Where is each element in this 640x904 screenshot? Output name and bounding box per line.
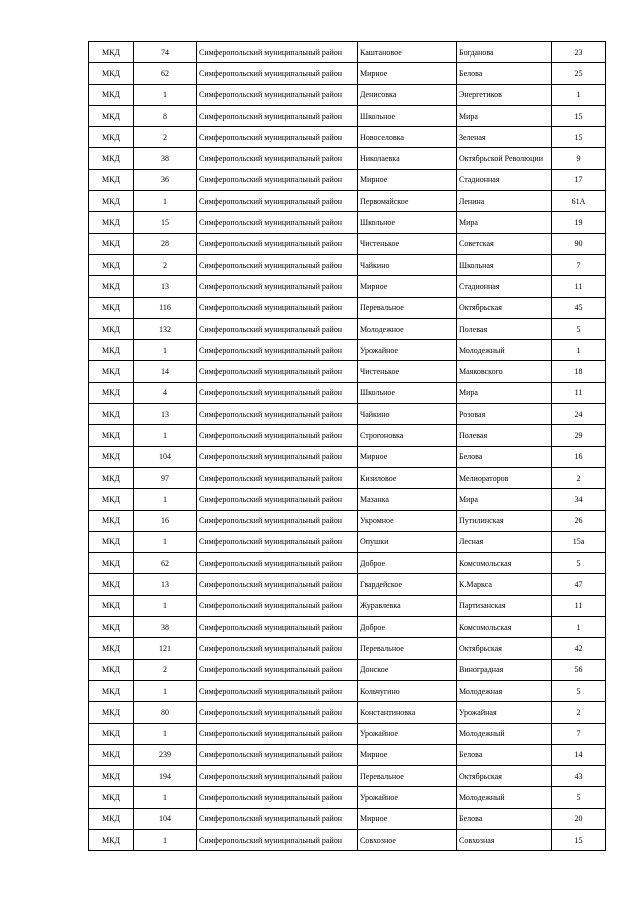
table-row (89, 127, 606, 148)
building-type-cell: МКД (89, 617, 134, 638)
house-number-cell: 1 (552, 340, 606, 361)
locality-cell: Урожайное (358, 723, 457, 744)
building-type-cell: МКД (89, 829, 134, 850)
house-number-cell: 19 (552, 212, 606, 233)
number-cell: 36 (134, 169, 197, 190)
number-cell: 38 (134, 617, 197, 638)
number-cell: 62 (134, 63, 197, 84)
locality-cell: Школьное (358, 212, 457, 233)
house-number-cell: 11 (552, 595, 606, 616)
district-cell: Симферопольский муниципальный район (197, 723, 358, 744)
locality-cell: Урожайное (358, 787, 457, 808)
house-number-cell: 90 (552, 233, 606, 254)
number-cell: 116 (134, 297, 197, 318)
building-type-cell: МКД (89, 702, 134, 723)
house-number-cell: 29 (552, 425, 606, 446)
house-number-cell: 2 (552, 702, 606, 723)
number-cell: 1 (134, 829, 197, 850)
house-number-cell: 5 (552, 787, 606, 808)
locality-cell: Константиновка (358, 702, 457, 723)
district-cell: Симферопольский муниципальный район (197, 595, 358, 616)
building-type-cell: МКД (89, 318, 134, 339)
street-cell: К.Маркса (457, 574, 552, 595)
number-cell: 121 (134, 638, 197, 659)
district-cell: Симферопольский муниципальный район (197, 254, 358, 275)
house-number-cell: 61А (552, 191, 606, 212)
house-number-cell: 23 (552, 42, 606, 63)
table-row (89, 489, 606, 510)
number-cell: 1 (134, 595, 197, 616)
locality-cell: Каштановое (358, 42, 457, 63)
street-cell: Молодежный (457, 787, 552, 808)
street-cell: Советская (457, 233, 552, 254)
table-row (89, 382, 606, 403)
street-cell: Школьная (457, 254, 552, 275)
district-cell: Симферопольский муниципальный район (197, 574, 358, 595)
table-row (89, 276, 606, 297)
street-cell: Молодежная (457, 680, 552, 701)
number-cell: 1 (134, 723, 197, 744)
number-cell: 1 (134, 340, 197, 361)
building-type-cell: МКД (89, 84, 134, 105)
locality-cell: Донское (358, 659, 457, 680)
locality-cell: Строгоновка (358, 425, 457, 446)
house-number-cell: 26 (552, 510, 606, 531)
building-type-cell: МКД (89, 105, 134, 126)
street-cell: Октябрьская (457, 638, 552, 659)
locality-cell: Мирное (358, 446, 457, 467)
table-row (89, 680, 606, 701)
number-cell: 4 (134, 382, 197, 403)
district-cell: Симферопольский муниципальный район (197, 382, 358, 403)
table-row (89, 425, 606, 446)
table-row (89, 212, 606, 233)
street-cell: Мира (457, 212, 552, 233)
building-type-cell: МКД (89, 191, 134, 212)
district-cell: Симферопольский муниципальный район (197, 510, 358, 531)
locality-cell: Николаевка (358, 148, 457, 169)
street-cell: Полевая (457, 318, 552, 339)
locality-cell: Кольчугино (358, 680, 457, 701)
number-cell: 1 (134, 191, 197, 212)
house-number-cell: 9 (552, 148, 606, 169)
building-type-cell: МКД (89, 680, 134, 701)
locality-cell: Кизиловое (358, 467, 457, 488)
table-row (89, 105, 606, 126)
number-cell: 28 (134, 233, 197, 254)
house-number-cell: 14 (552, 744, 606, 765)
locality-cell: Чистенькое (358, 361, 457, 382)
locality-cell: Первомайское (358, 191, 457, 212)
locality-cell: Мирное (358, 808, 457, 829)
locality-cell: Мирное (358, 63, 457, 84)
district-cell: Симферопольский муниципальный район (197, 680, 358, 701)
table-row (89, 829, 606, 850)
number-cell: 80 (134, 702, 197, 723)
locality-cell: Журавлевка (358, 595, 457, 616)
district-cell: Симферопольский муниципальный район (197, 84, 358, 105)
table-row (89, 467, 606, 488)
table-row (89, 297, 606, 318)
district-cell: Симферопольский муниципальный район (197, 191, 358, 212)
district-cell: Симферопольский муниципальный район (197, 617, 358, 638)
locality-cell: Мирное (358, 169, 457, 190)
house-number-cell: 5 (552, 553, 606, 574)
street-cell: Белова (457, 808, 552, 829)
building-type-cell: МКД (89, 574, 134, 595)
street-cell: Полевая (457, 425, 552, 446)
building-type-cell: МКД (89, 169, 134, 190)
street-cell: Путилинская (457, 510, 552, 531)
district-cell: Симферопольский муниципальный район (197, 340, 358, 361)
locality-cell: Мирное (358, 744, 457, 765)
locality-cell: Перевальное (358, 297, 457, 318)
locality-cell: Школьное (358, 105, 457, 126)
table-row (89, 191, 606, 212)
table-row (89, 702, 606, 723)
table-row (89, 808, 606, 829)
table-row (89, 169, 606, 190)
number-cell: 1 (134, 787, 197, 808)
locality-cell: Перевальное (358, 638, 457, 659)
street-cell: Октябрьская (457, 766, 552, 787)
district-cell: Симферопольский муниципальный район (197, 531, 358, 552)
number-cell: 1 (134, 84, 197, 105)
number-cell: 2 (134, 659, 197, 680)
housing-registry-table (88, 41, 606, 851)
table-row (89, 404, 606, 425)
table-row (89, 84, 606, 105)
table-row (89, 659, 606, 680)
number-cell: 13 (134, 574, 197, 595)
number-cell: 16 (134, 510, 197, 531)
street-cell: Стадионная (457, 169, 552, 190)
number-cell: 14 (134, 361, 197, 382)
table-row (89, 42, 606, 63)
street-cell: Розовая (457, 404, 552, 425)
district-cell: Симферопольский муниципальный район (197, 42, 358, 63)
building-type-cell: МКД (89, 744, 134, 765)
district-cell: Симферопольский муниципальный район (197, 276, 358, 297)
table-row (89, 766, 606, 787)
street-cell: Лесная (457, 531, 552, 552)
district-cell: Симферопольский муниципальный район (197, 829, 358, 850)
number-cell: 13 (134, 276, 197, 297)
building-type-cell: МКД (89, 489, 134, 510)
building-type-cell: МКД (89, 404, 134, 425)
table-row (89, 148, 606, 169)
table-row (89, 254, 606, 275)
street-cell: Совхозная (457, 829, 552, 850)
house-number-cell: 24 (552, 404, 606, 425)
house-number-cell: 1 (552, 617, 606, 638)
street-cell: Энергетиков (457, 84, 552, 105)
district-cell: Симферопольский муниципальный район (197, 361, 358, 382)
house-number-cell: 7 (552, 723, 606, 744)
house-number-cell: 56 (552, 659, 606, 680)
number-cell: 15 (134, 212, 197, 233)
number-cell: 132 (134, 318, 197, 339)
number-cell: 1 (134, 489, 197, 510)
street-cell: Мира (457, 382, 552, 403)
locality-cell: Чайкино (358, 404, 457, 425)
building-type-cell: МКД (89, 42, 134, 63)
building-type-cell: МКД (89, 254, 134, 275)
number-cell: 2 (134, 127, 197, 148)
building-type-cell: МКД (89, 638, 134, 659)
street-cell: Маяковского (457, 361, 552, 382)
house-number-cell: 34 (552, 489, 606, 510)
building-type-cell: МКД (89, 340, 134, 361)
building-type-cell: МКД (89, 361, 134, 382)
house-number-cell: 15 (552, 127, 606, 148)
locality-cell: Перевальное (358, 766, 457, 787)
table-row (89, 617, 606, 638)
locality-cell: Новоселовка (358, 127, 457, 148)
street-cell: Ленина (457, 191, 552, 212)
number-cell: 97 (134, 467, 197, 488)
district-cell: Симферопольский муниципальный район (197, 702, 358, 723)
number-cell: 13 (134, 404, 197, 425)
street-cell: Белова (457, 63, 552, 84)
street-cell: Виноградная (457, 659, 552, 680)
district-cell: Симферопольский муниципальный район (197, 467, 358, 488)
number-cell: 104 (134, 446, 197, 467)
house-number-cell: 11 (552, 382, 606, 403)
house-number-cell: 5 (552, 680, 606, 701)
building-type-cell: МКД (89, 510, 134, 531)
house-number-cell: 43 (552, 766, 606, 787)
table-body (89, 42, 606, 851)
street-cell: Зеленая (457, 127, 552, 148)
building-type-cell: МКД (89, 467, 134, 488)
district-cell: Симферопольский муниципальный район (197, 63, 358, 84)
building-type-cell: МКД (89, 659, 134, 680)
district-cell: Симферопольский муниципальный район (197, 105, 358, 126)
number-cell: 1 (134, 680, 197, 701)
locality-cell: Молодежное (358, 318, 457, 339)
street-cell: Белова (457, 446, 552, 467)
street-cell: Мелиораторов (457, 467, 552, 488)
district-cell: Симферопольский муниципальный район (197, 127, 358, 148)
building-type-cell: МКД (89, 127, 134, 148)
house-number-cell: 20 (552, 808, 606, 829)
house-number-cell: 11 (552, 276, 606, 297)
street-cell: Мира (457, 105, 552, 126)
number-cell: 8 (134, 105, 197, 126)
building-type-cell: МКД (89, 553, 134, 574)
number-cell: 1 (134, 531, 197, 552)
number-cell: 104 (134, 808, 197, 829)
building-type-cell: МКД (89, 382, 134, 403)
district-cell: Симферопольский муниципальный район (197, 744, 358, 765)
house-number-cell: 2 (552, 467, 606, 488)
table-row (89, 340, 606, 361)
number-cell: 1 (134, 425, 197, 446)
locality-cell: Мирное (358, 276, 457, 297)
district-cell: Симферопольский муниципальный район (197, 297, 358, 318)
street-cell: Комсомольская (457, 617, 552, 638)
district-cell: Симферопольский муниципальный район (197, 318, 358, 339)
district-cell: Симферопольский муниципальный район (197, 766, 358, 787)
street-cell: Молодежный (457, 723, 552, 744)
district-cell: Симферопольский муниципальный район (197, 659, 358, 680)
number-cell: 2 (134, 254, 197, 275)
house-number-cell: 5 (552, 318, 606, 339)
table-row (89, 574, 606, 595)
street-cell: Богданова (457, 42, 552, 63)
house-number-cell: 15а (552, 531, 606, 552)
district-cell: Симферопольский муниципальный район (197, 787, 358, 808)
building-type-cell: МКД (89, 787, 134, 808)
house-number-cell: 7 (552, 254, 606, 275)
building-type-cell: МКД (89, 63, 134, 84)
locality-cell: Чайкино (358, 254, 457, 275)
locality-cell: Совхозное (358, 829, 457, 850)
locality-cell: Урожайное (358, 340, 457, 361)
table-row (89, 446, 606, 467)
street-cell: Мира (457, 489, 552, 510)
table-row (89, 744, 606, 765)
district-cell: Симферопольский муниципальный район (197, 169, 358, 190)
number-cell: 239 (134, 744, 197, 765)
district-cell: Симферопольский муниципальный район (197, 808, 358, 829)
locality-cell: Мазанка (358, 489, 457, 510)
building-type-cell: МКД (89, 212, 134, 233)
table-row (89, 638, 606, 659)
district-cell: Симферопольский муниципальный район (197, 212, 358, 233)
table-row (89, 723, 606, 744)
district-cell: Симферопольский муниципальный район (197, 638, 358, 659)
building-type-cell: МКД (89, 297, 134, 318)
locality-cell: Гвардейское (358, 574, 457, 595)
street-cell: Урожайная (457, 702, 552, 723)
table-row (89, 510, 606, 531)
table-row (89, 787, 606, 808)
building-type-cell: МКД (89, 766, 134, 787)
building-type-cell: МКД (89, 276, 134, 297)
street-cell: Октябрьская (457, 297, 552, 318)
building-type-cell: МКД (89, 446, 134, 467)
street-cell: Октябрьской Революции (457, 148, 552, 169)
district-cell: Симферопольский муниципальный район (197, 148, 358, 169)
house-number-cell: 42 (552, 638, 606, 659)
district-cell: Симферопольский муниципальный район (197, 489, 358, 510)
house-number-cell: 18 (552, 361, 606, 382)
table-row (89, 233, 606, 254)
house-number-cell: 15 (552, 829, 606, 850)
house-number-cell: 16 (552, 446, 606, 467)
table-row (89, 361, 606, 382)
street-cell: Молодежный (457, 340, 552, 361)
building-type-cell: МКД (89, 148, 134, 169)
district-cell: Симферопольский муниципальный район (197, 404, 358, 425)
locality-cell: Опушки (358, 531, 457, 552)
house-number-cell: 17 (552, 169, 606, 190)
street-cell: Комсомольская (457, 553, 552, 574)
house-number-cell: 15 (552, 105, 606, 126)
building-type-cell: МКД (89, 425, 134, 446)
building-type-cell: МКД (89, 595, 134, 616)
house-number-cell: 45 (552, 297, 606, 318)
building-type-cell: МКД (89, 808, 134, 829)
table-row (89, 531, 606, 552)
number-cell: 74 (134, 42, 197, 63)
building-type-cell: МКД (89, 531, 134, 552)
locality-cell: Школьное (358, 382, 457, 403)
table-row (89, 318, 606, 339)
locality-cell: Чистенькое (358, 233, 457, 254)
building-type-cell: МКД (89, 233, 134, 254)
locality-cell: Доброе (358, 553, 457, 574)
district-cell: Симферопольский муниципальный район (197, 425, 358, 446)
locality-cell: Укромное (358, 510, 457, 531)
district-cell: Симферопольский муниципальный район (197, 553, 358, 574)
street-cell: Партизанская (457, 595, 552, 616)
locality-cell: Доброе (358, 617, 457, 638)
house-number-cell: 47 (552, 574, 606, 595)
district-cell: Симферопольский муниципальный район (197, 233, 358, 254)
house-number-cell: 25 (552, 63, 606, 84)
table-row (89, 595, 606, 616)
street-cell: Стадионная (457, 276, 552, 297)
number-cell: 38 (134, 148, 197, 169)
building-type-cell: МКД (89, 723, 134, 744)
district-cell: Симферопольский муниципальный район (197, 446, 358, 467)
street-cell: Белова (457, 744, 552, 765)
locality-cell: Денисовка (358, 84, 457, 105)
number-cell: 194 (134, 766, 197, 787)
house-number-cell: 1 (552, 84, 606, 105)
table-row (89, 553, 606, 574)
table-row (89, 63, 606, 84)
number-cell: 62 (134, 553, 197, 574)
